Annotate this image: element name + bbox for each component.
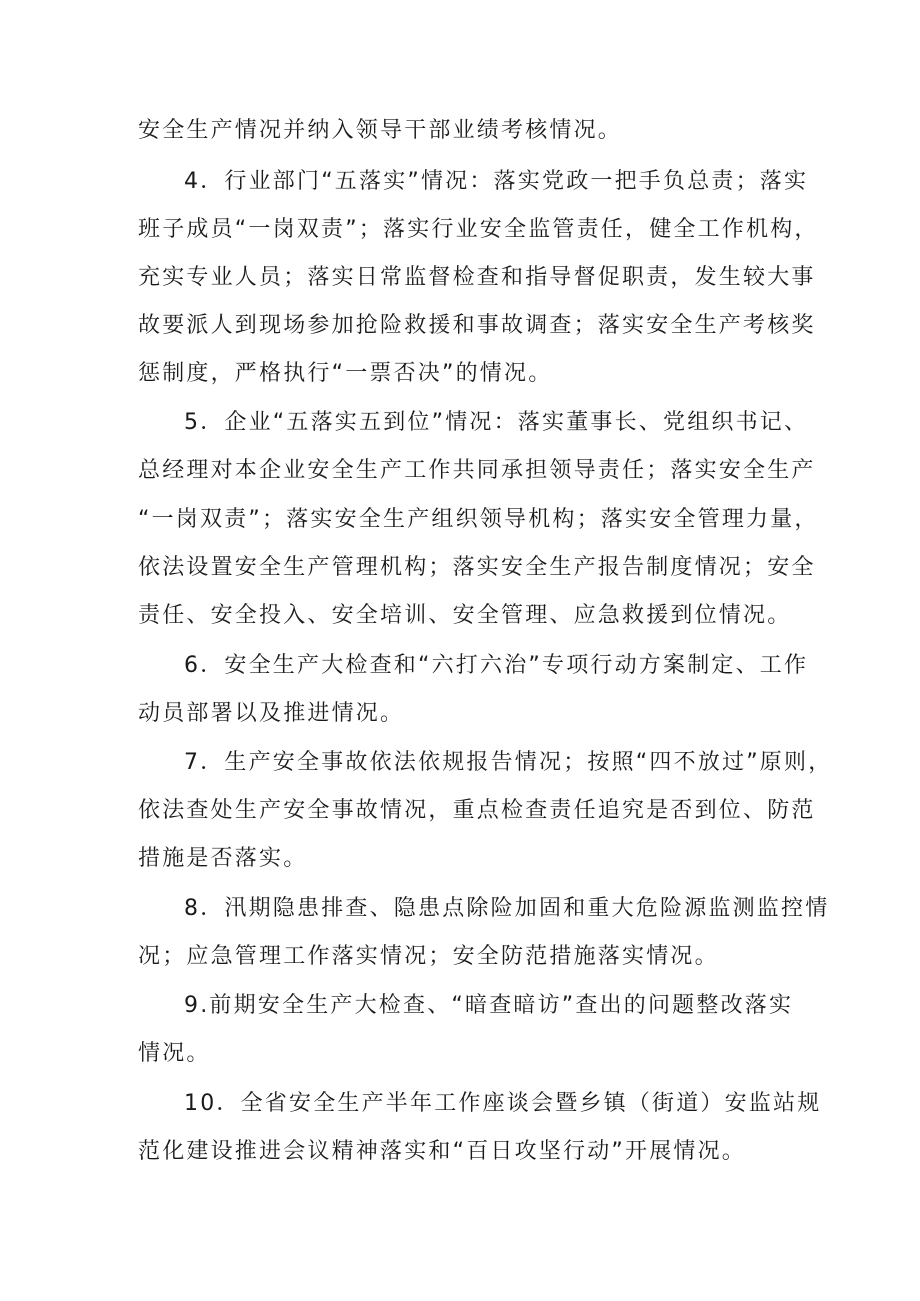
text-line: 措施是否落实。	[138, 846, 308, 871]
text-line: 安全生产情况并纳入领导干部业绩考核情况。	[138, 118, 623, 143]
text-line: 范化建设推进会议精神落实和“百日攻坚行动”开展情况。	[138, 1139, 746, 1164]
text-line: 总经理对本企业安全生产工作共同承担领导责任；落实安全生产	[138, 458, 816, 483]
text-line: 10．全省安全生产半年工作座谈会暨乡镇（街道）安监站规	[184, 1091, 822, 1116]
text-line: 5．企业“五落实五到位”情况：落实董事长、党组织书记、	[184, 410, 809, 435]
text-line: 况；应急管理工作落实情况；安全防范措施落实情况。	[138, 944, 719, 969]
text-line: “一岗双责”；落实安全生产组织领导机构；落实安全管理力量，	[138, 507, 819, 532]
text-line: 责任、安全投入、安全培训、安全管理、应急救援到位情况。	[138, 603, 792, 628]
text-line: 依法设置安全生产管理机构；落实安全生产报告制度情况；安全	[138, 555, 816, 580]
text-line: 动员部署以及推进情况。	[138, 701, 405, 726]
text-line: 惩制度，严格执行“一票否决”的情况。	[138, 361, 553, 386]
text-line: 班子成员“一岗双责”；落实行业安全监管责任，健全工作机构，	[138, 217, 819, 242]
text-line: 依法查处生产安全事故情况，重点检查责任追究是否到位、防范	[138, 798, 816, 823]
text-line: 情况。	[138, 1041, 211, 1066]
text-line: 故要派人到现场参加抢险救援和事故调查；落实安全生产考核奖	[138, 313, 816, 338]
text-line: 7．生产安全事故依法依规报告情况；按照“四不放过”原则，	[184, 750, 833, 775]
text-line: 8．汛期隐患排查、隐患点除险加固和重大危险源监测监控情	[184, 896, 830, 921]
text-line: 充实专业人员；落实日常监督检查和指导督促职责，发生较大事	[138, 265, 816, 290]
text-line: 6．安全生产大检查和“六打六治”专项行动方案制定、工作	[184, 653, 809, 678]
text-line: 4．行业部门“五落实”情况：落实党政一把手负总责；落实	[184, 169, 809, 194]
text-line: 9.前期安全生产大检查、“暗查暗访”查出的问题整改落实	[184, 993, 794, 1018]
